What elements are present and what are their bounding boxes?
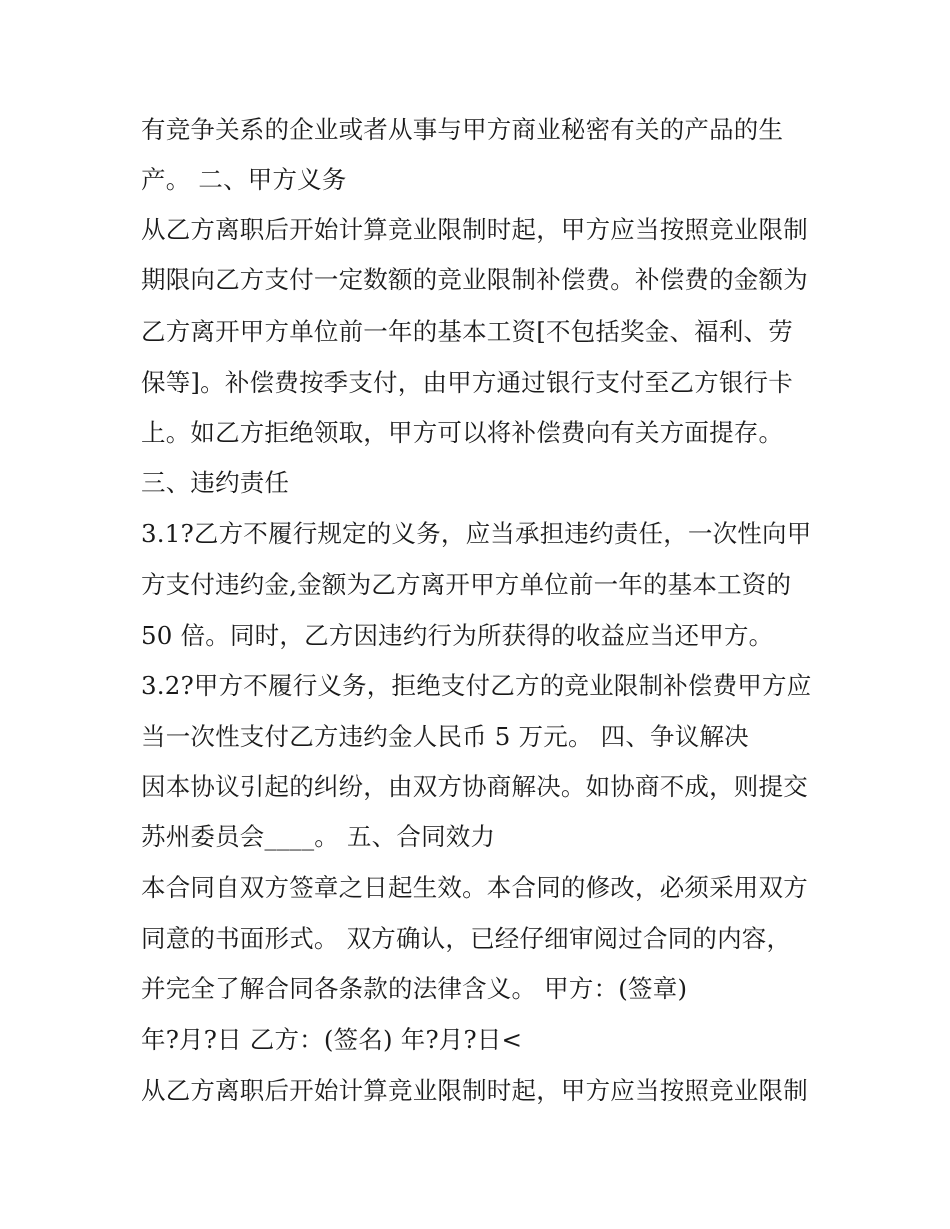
text-line: 期限向乙方支付一定数额的竞业限制补偿费。补偿费的金额为 xyxy=(141,265,808,294)
text-line: 当一次性支付乙方违约金人民币 5 万元。 四、争议解决 xyxy=(141,722,749,751)
text-line: 有竞争关系的企业或者从事与甲方商业秘密有关的产品的生 xyxy=(141,115,784,144)
text-line: 同意的书面形式。 双方确认，已经仔细审阅过合同的内容， xyxy=(141,924,792,953)
text-line: 产。 二、甲方义务 xyxy=(141,165,347,194)
text-line: 上。如乙方拒绝领取，甲方可以将补偿费向有关方面提存。 xyxy=(141,418,784,447)
text-line: 本合同自双方签章之日起生效。本合同的修改，必须采用双方 xyxy=(141,873,808,902)
signature-date-line: 年?月?日 乙方：(签名) 年?月?日< xyxy=(141,1025,523,1054)
text-line: 乙方离开甲方单位前一年的基本工资[不包括奖金、福利、劳 xyxy=(141,317,793,346)
text-line: 方支付违约金,金额为乙方离开甲方单位前一年的基本工资的 xyxy=(141,570,792,599)
text-line: 因本协议引起的纠纷，由双方协商解决。如协商不成，则提交 xyxy=(141,772,808,801)
text-line: 3.2?甲方不履行义务，拒绝支付乙方的竞业限制补偿费甲方应 xyxy=(141,671,812,700)
text-line: 从乙方离职后开始计算竞业限制时起，甲方应当按照竞业限制 xyxy=(141,215,808,244)
text-line: 从乙方离职后开始计算竞业限制时起，甲方应当按照竞业限制 xyxy=(141,1076,808,1105)
text-line: 保等]。补偿费按季支付，由甲方通过银行支付至乙方银行卡 xyxy=(141,368,793,397)
text-line: 3.1?乙方不履行规定的义务，应当承担违约责任，一次性向甲 xyxy=(141,519,812,548)
text-line: 苏州委员会____。 五、合同效力 xyxy=(141,822,496,851)
section-heading: 三、违约责任 xyxy=(141,468,290,497)
text-line: 50 倍。同时，乙方因违约行为所获得的收益应当还甲方。 xyxy=(141,621,774,650)
text-line: 并完全了解合同各条款的法律含义。 甲方：(签章) xyxy=(141,974,688,1003)
